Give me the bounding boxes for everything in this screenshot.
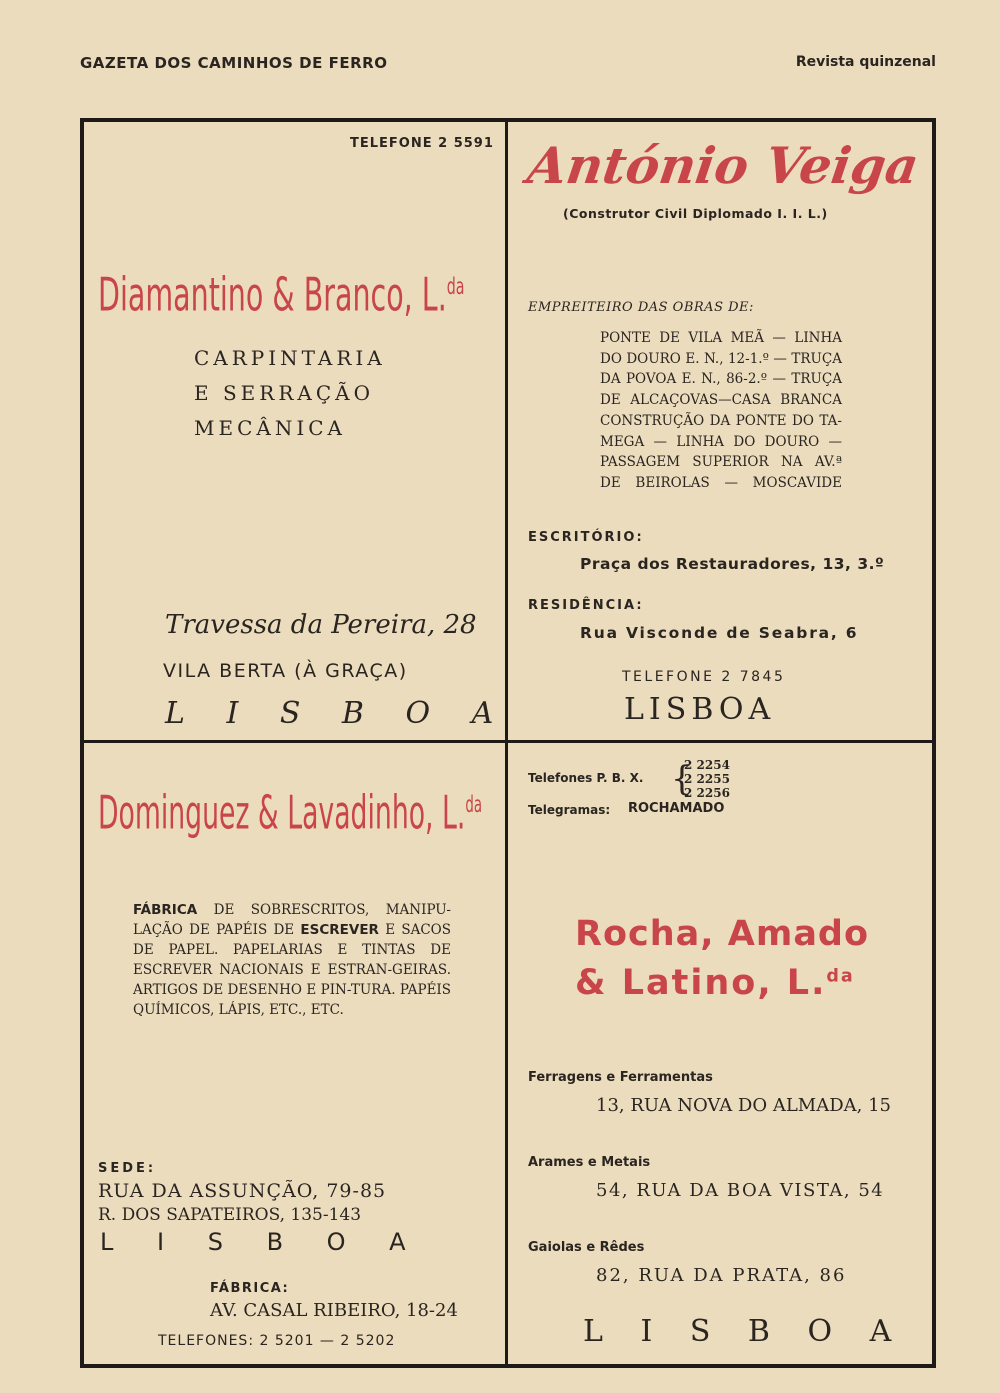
ad2-escritorio-label: ESCRITÓRIO: xyxy=(528,530,644,545)
ad4-telegram-label: Telegramas: xyxy=(528,803,611,817)
ad4-tel-number: 2 2254 xyxy=(684,758,730,772)
ad4-name-sup: da xyxy=(826,966,855,987)
vertical-divider xyxy=(505,122,508,1364)
ad3-telephones: TELEFONES: 2 5201 — 2 5202 xyxy=(158,1333,396,1349)
ad4-category-gaiolas: Gaiolas e Rêdes xyxy=(528,1240,645,1255)
ad2-work-line: DA POVOA E. N., 86-2.º — TRUÇA xyxy=(600,371,842,388)
ad1-name-sup: da xyxy=(446,274,465,300)
ad4-company-name-line2 xyxy=(575,963,855,1003)
ad1-name-text: Diamantino & Branco, L. xyxy=(98,267,447,322)
ad3-sede-address-2: R. DOS SAPATEIROS, 135-143 xyxy=(98,1205,362,1225)
ad2-company-name: António Veiga xyxy=(523,136,923,195)
ad4-address-prata: 82, RUA DA PRATA, 86 xyxy=(596,1265,847,1286)
ad2-residencia-label: RESIDÊNCIA: xyxy=(528,598,644,613)
ad3-sede-address-1: RUA DA ASSUNÇÃO, 79-85 xyxy=(98,1180,387,1202)
ad4-company-name-line1: Rocha, Amado xyxy=(575,914,870,954)
ad4-address-boa-vista: 54, RUA DA BOA VISTA, 54 xyxy=(596,1180,885,1201)
ad1-line-carpintaria: CARPINTARIA xyxy=(194,346,386,370)
ad4-tel-number: 2 2255 xyxy=(684,772,730,786)
ad2-empreiteiro-label: EMPREITEIRO DAS OBRAS DE: xyxy=(528,300,754,315)
ad1-line-mecanica: MECÂNICA xyxy=(194,416,346,440)
ad4-telephone-label: Telefones P. B. X. xyxy=(528,771,644,785)
ad3-fabrica-word: FÁBRICA xyxy=(133,902,198,918)
ad2-work-line: PONTE DE VILA MEÃ — LINHA xyxy=(600,330,842,346)
ad2-work-line: DE BEIROLAS — MOSCAVIDE xyxy=(600,474,842,491)
ad4-tel-number: 2 2256 xyxy=(684,786,730,800)
ad2-work-line: DO DOURO E. N., 12-1.º — TRUÇA xyxy=(600,350,842,367)
ad3-escrever-word: ESCREVER xyxy=(300,922,379,938)
ad2-telephone: TELEFONE 2 7845 xyxy=(622,669,786,685)
ad3-company-name xyxy=(98,770,482,847)
ad4-category-arames: Arames e Metais xyxy=(528,1155,651,1170)
ad3-description xyxy=(133,900,451,1020)
ad1-telephone: TELEFONE 2 5591 xyxy=(350,136,494,151)
ad3-fabrica-address: AV. CASAL RIBEIRO, 18-24 xyxy=(210,1300,458,1321)
ad4-telegram-address: ROCHAMADO xyxy=(628,801,725,816)
journal-subtitle: Revista quinzenal xyxy=(795,54,936,70)
ad1-city: L I S B O A xyxy=(165,696,510,731)
ad2-work-line: MEGA — LINHA DO DOURO — xyxy=(600,433,842,450)
ad3-name-sup: da xyxy=(465,792,483,818)
ad2-subtitle: (Construtor Civil Diplomado I. I. L.) xyxy=(563,206,828,221)
ad3-text-part2: E SACOS DE PAPEL. PAPELARIAS E TINTAS DE ESCREVER NACIONAIS E ESTRAN-GEIRAS. ARTIGOS DE DESENHO E PIN-TURA. PAPÉIS QUÍMICOS, LÁPIS, ETC., ETC. xyxy=(133,922,451,1018)
ad1-company-name xyxy=(98,252,465,329)
ad3-name-text: Dominguez & Lavadinho, L. xyxy=(98,785,466,840)
ad1-address: Travessa da Pereira, 28 xyxy=(165,610,477,640)
ad4-telephone-numbers xyxy=(684,758,730,800)
ad2-work-line: CONSTRUÇÃO DA PONTE DO TA- xyxy=(600,412,842,429)
ad3-fabrica-label: FÁBRICA: xyxy=(210,1281,290,1296)
journal-title: GAZETA DOS CAMINHOS DE FERRO xyxy=(80,54,388,72)
ad3-sede-label: SEDE: xyxy=(98,1161,157,1176)
ad4-name2-text: & Latino, L. xyxy=(575,963,827,1003)
ad3-text-part1: DE SOBRESCRITOS, MANIPU-LAÇÃO DE PAPÉIS DE xyxy=(133,902,451,938)
ad2-escritorio: Praça dos Restauradores, 13, 3.º xyxy=(580,555,885,573)
brace-icon: { xyxy=(671,759,693,799)
ad1-line-serracao: E SERRAÇÃO xyxy=(194,381,374,405)
ad2-work-line: DE ALCAÇOVAS—CASA BRANCA xyxy=(600,392,842,409)
ad1-district: VILA BERTA (À GRAÇA) xyxy=(163,660,408,682)
ad4-address-almada: 13, RUA NOVA DO ALMADA, 15 xyxy=(596,1095,891,1116)
ad2-city: LISBOA xyxy=(624,692,776,727)
ad2-residencia: Rua Visconde de Seabra, 6 xyxy=(580,624,859,642)
horizontal-divider xyxy=(84,740,932,743)
ad3-city: L I S B O A xyxy=(100,1228,424,1256)
ad4-city: L I S B O A xyxy=(583,1314,906,1349)
ad2-work-line: PASSAGEM SUPERIOR NA AV.ª xyxy=(600,454,842,471)
ad4-category-ferragens: Ferragens e Ferramentas xyxy=(528,1070,713,1085)
ad2-works-list xyxy=(600,328,842,494)
